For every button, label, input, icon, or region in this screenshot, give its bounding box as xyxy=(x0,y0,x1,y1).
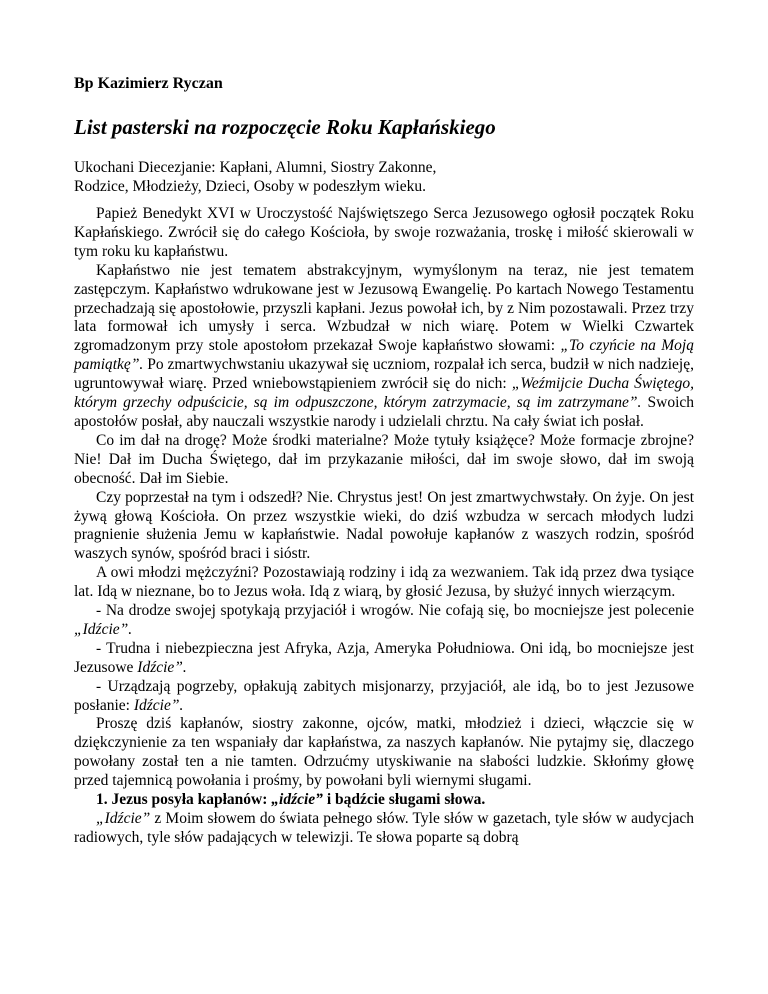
text-run: - Na drodze swojej spotykają przyjaciół i wrogów. Nie cofają się, bo mocniejsze jest polecenie xyxy=(96,602,694,620)
quote: Idźcie”. xyxy=(133,696,184,714)
quote: „To czyńcie na Moją pamiątkę”. xyxy=(74,337,694,374)
paragraph: Papież Benedykt XVI w Uroczystość Najświętszego Serca Jezusowego ogłosił początek Roku Kapłańskiego. Zwrócił się do całego Kościoła, by swoje rozważania, troskę i miłość skierowali w tym roku ku kapłaństwu. xyxy=(74,205,694,260)
text-run: - Urządzają pogrzeby, opłakują zabitych misjonarzy, przyjaciół, ale idą, bo to jest Jezusowe posłanie: xyxy=(74,677,694,714)
text-run: Kapłaństwo nie jest tematem abstrakcyjnym, wymyślonym na teraz, nie jest tematem zastępczym. Kapłaństwo wdrukowane jest w Jezusową Ewangelię. Po kartach Nowego Testamentu przechadzają się apostołowie, przyszli kapłani. Jezus powołał ich, by z Nim pozostawali. Przez trzy lata formował ich umysły i serca. Wzbudzał w nich wiarę. Potem w Wielki Czwartek zgromadzonym przy stole apostołom przekazał Swoje kapłaństwo słowami: xyxy=(74,261,694,355)
quote: „Idźcie”. xyxy=(74,620,133,638)
paragraph: Proszę dziś kapłanów, siostry zakonne, ojców, matki, młodzież i dzieci, włączcie się w dziękczynienie za ten wspaniały dar kapłaństwa, za naszych kapłanów. Nie pytajmy się, dlaczego powołany został ten a nie tamten. Odrzućmy utyskiwanie na słabości ludzkie. Skłońmy głowę przed tajemnicą powołania i prośmy, by powołani byli wiernymi sługami. xyxy=(74,715,694,790)
text-run: z Moim słowem do świata pełnego słów. Tyle słów w gazetach, tyle słów w audycjach radiowych, tyle słów padających w telewizji. Te słowa poparte są dobrą xyxy=(74,810,694,846)
text-run: - Trudna i niebezpieczna jest Afryka, Azja, Ameryka Południowa. Oni idą, bo mocniejsze jest Jezusowe xyxy=(74,639,694,676)
paragraph xyxy=(74,678,694,716)
text-run: i bądźcie sługami słowa. xyxy=(322,791,486,809)
quote: „Weźmijcie Ducha Świętego, którym grzechy odpuścicie, są im odpuszczone, którym zatrzymacie, są im zatrzymane”. xyxy=(74,375,694,412)
text-run: Po zmartwychwstaniu ukazywał się uczniom, rozpalał ich serca, budził w nich nadzieję, ugruntowywał wiarę. Przed wniebowstąpieniem zwrócił się do nich: xyxy=(74,356,694,393)
paragraph: Co im dał na drogę? Może środki materialne? Może tytuły książęce? Może formacje zbrojne? Nie! Dał im Ducha Świętego, dał im przykazanie miłości, dał im swoje słowo, dał im swoją obecność. Dał im Siebie. xyxy=(74,431,694,487)
salutation-line: Ukochani Diecezjanie: Kapłani, Alumni, Siostry Zakonne, xyxy=(74,159,437,176)
text-run: 1. Jezus posyła kapłanów: xyxy=(96,791,272,809)
letter-body xyxy=(74,205,694,848)
paragraph xyxy=(74,262,694,432)
paragraph: A owi młodzi mężczyźni? Pozostawiają rodziny i idą za wezwaniem. Tak idą przez dwa tysiące lat. Idą w nieznane, bo to Jezus woła. Idą z wiarą, by głosić Jezusa, by służyć innych wierzącym. xyxy=(74,564,694,601)
paragraph: Czy poprzestał na tym i odszedł? Nie. Chrystus jest! On jest zmartwychwstały. On żyje. On jest żywą głową Kościoła. On przez wszystkie wieki, do dziś wzbudza w sercach młodych ludzi pragnienie służenia Jemu w kapłaństwie. Nadal powołuje kapłanów z waszych rodzin, spośród waszych synów, spośród braci i sióstr. xyxy=(74,488,694,563)
quote: Idźcie”. xyxy=(137,658,187,676)
paragraph xyxy=(74,810,694,848)
quote: „Idźcie” xyxy=(96,810,151,827)
text-run: Swoich apostołów posłał, aby nauczali wszystkie narody i udzielali chrztu. Na cały świat ich posłał. xyxy=(74,394,695,430)
paragraph xyxy=(74,640,694,678)
document-title: List pasterski na rozpoczęcie Roku Kapłańskiego xyxy=(74,115,496,139)
author-name: Bp Kazimierz Ryczan xyxy=(74,75,223,92)
paragraph xyxy=(74,602,694,640)
section-heading xyxy=(74,791,694,810)
salutation-line: Rodzice, Młodzieży, Dzieci, Osoby w podeszłym wieku. xyxy=(74,178,426,195)
salutation xyxy=(74,158,436,196)
quote: „idźcie” xyxy=(271,791,323,809)
